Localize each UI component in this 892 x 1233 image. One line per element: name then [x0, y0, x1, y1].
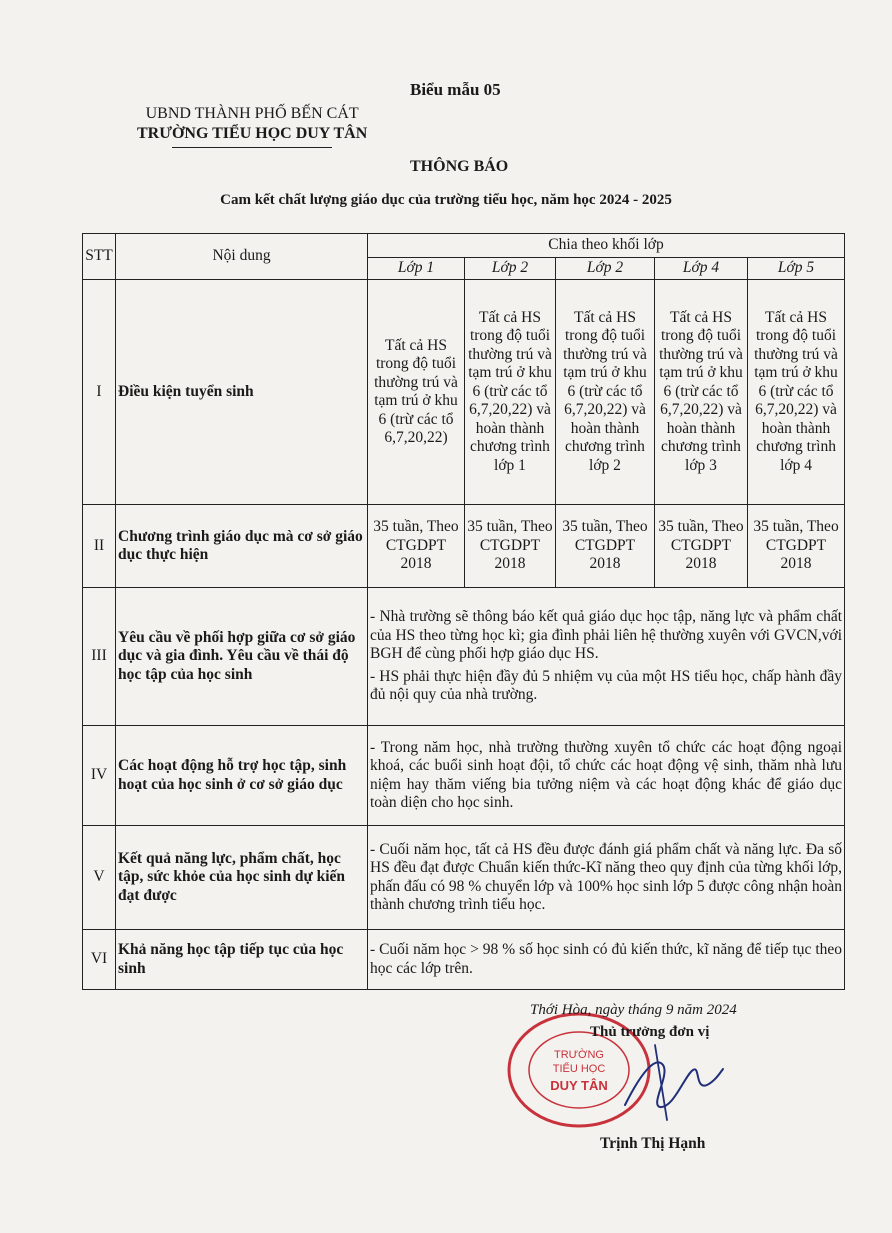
- row-description: [368, 726, 845, 826]
- grade-cell: 35 tuần, Theo CTGDPT 2018: [655, 505, 748, 588]
- date-line: Thới Hòa, ngày tháng 9 năm 2024: [530, 1002, 737, 1018]
- header-grade-5: Lớp 5: [748, 258, 845, 280]
- row-number: III: [83, 588, 116, 726]
- grade-cell: 35 tuần, Theo CTGDPT 2018: [748, 505, 845, 588]
- grade-cell: Tất cả HS trong độ tuổi thường trú và tạm trú ở khu 6 (trừ các tổ 6,7,20,22) và hoàn thành chương trình lớp 3: [655, 280, 748, 505]
- row-number: IV: [83, 726, 116, 826]
- organization-header: [137, 104, 367, 148]
- row-number: I: [83, 280, 116, 505]
- chief-title: Thủ trưởng đơn vị: [590, 1024, 710, 1040]
- row-content: Điều kiện tuyển sinh: [116, 280, 368, 505]
- row-content: Kết quả năng lực, phẩm chất, học tập, sức khỏe của học sinh dự kiến đạt được: [116, 826, 368, 930]
- row-content: Các hoạt động hỗ trợ học tập, sinh hoạt của học sinh ở cơ sở giáo dục: [116, 726, 368, 826]
- header-stt: STT: [83, 234, 116, 280]
- row-number: II: [83, 505, 116, 588]
- header-grade-4: Lớp 4: [655, 258, 748, 280]
- row-description: [368, 930, 845, 990]
- header-grade-group: Chia theo khối lớp: [368, 234, 845, 258]
- grade-cell: 35 tuần, Theo CTGDPT 2018: [368, 505, 465, 588]
- svg-text:TIỂU HỌC: TIỂU HỌC: [552, 1063, 606, 1075]
- table-row: [83, 726, 845, 826]
- header-grade-3: Lớp 2: [556, 258, 655, 280]
- description-paragraph: - Cuối năm học, tất cả HS đều được đánh giá phẩm chất và năng lực. Đa số HS đều đạt được Chuẩn kiến thức-Kĩ năng theo quy định của từng khối lớp, phấn đấu có 98 % chuyển lớp và 100% học sinh lớp 5 được công nhận hoàn thành chương trình tiểu học.: [370, 840, 843, 913]
- notice-title: THÔNG BÁO: [410, 158, 509, 175]
- table-row: [83, 505, 845, 588]
- document-subtitle: Cam kết chất lượng giáo dục của trường tiểu học, năm học 2024 - 2025: [220, 192, 672, 208]
- row-content: Yêu cầu về phối hợp giữa cơ sở giáo dục và gia đình. Yêu cầu về thái độ học tập của học sinh: [116, 588, 368, 726]
- commitment-table: [82, 233, 845, 990]
- grade-cell: Tất cả HS trong độ tuổi thường trú và tạm trú ở khu 6 (trừ các tổ 6,7,20,22) và hoàn thành chương trình lớp 2: [556, 280, 655, 505]
- table-row: [83, 280, 845, 505]
- description-paragraph: - Cuối năm học > 98 % số học sinh có đủ kiến thức, kĩ năng để tiếp tục theo học các lớp trên.: [370, 941, 843, 977]
- row-description: [368, 588, 845, 726]
- description-paragraph: - Nhà trường sẽ thông báo kết quả giáo dục học tập, năng lực và phẩm chất của HS theo từng học kì; gia đình phải liên hệ thường xuyên với GVCN,với BGH để cùng phối hợp giáo dục HS.: [370, 608, 843, 663]
- handwritten-signature: [615, 1035, 725, 1125]
- row-number: V: [83, 826, 116, 930]
- authority-name: UBND THÀNH PHỐ BẾN CÁT: [145, 105, 359, 122]
- grade-cell: 35 tuần, Theo CTGDPT 2018: [556, 505, 655, 588]
- grade-cell: 35 tuần, Theo CTGDPT 2018: [465, 505, 556, 588]
- row-description: [368, 826, 845, 930]
- row-content: Chương trình giáo dục mà cơ sở giáo dục thực hiện: [116, 505, 368, 588]
- table-row: [83, 930, 845, 990]
- form-number: Biểu mẫu 05: [410, 80, 501, 99]
- svg-text:DUY TÂN: DUY TÂN: [550, 1078, 608, 1093]
- description-paragraph: - HS phải thực hiện đầy đủ 5 nhiệm vụ của một HS tiểu học, chấp hành đầy đủ nội quy của nhà trường.: [370, 667, 843, 704]
- description-paragraph: - Trong năm học, nhà trường thường xuyên tổ chức các hoạt động ngoại khoá, các buổi sinh hoạt đội, tổ chức các hoạt động vệ sinh, thăm nhà lưu niệm hay thăm viếng bia tưởng niệm và các hoạt động khác để giáo dục toàn diện cho học sinh.: [370, 738, 843, 811]
- row-content: Khả năng học tập tiếp tục của học sinh: [116, 930, 368, 990]
- svg-text:TRƯỜNG: TRƯỜNG: [554, 1049, 604, 1061]
- header-divider: [172, 147, 332, 148]
- table-row: [83, 826, 845, 930]
- table-row: [83, 588, 845, 726]
- grade-cell: Tất cả HS trong độ tuổi thường trú và tạm trú ở khu 6 (trừ các tổ 6,7,20,22) và hoàn thành chương trình lớp 1: [465, 280, 556, 505]
- row-number: VI: [83, 930, 116, 990]
- header-content: Nội dung: [116, 234, 368, 280]
- grade-cell: Tất cả HS trong độ tuổi thường trú và tạm trú ở khu 6 (trừ các tổ 6,7,20,22): [368, 280, 465, 505]
- school-name: TRƯỜNG TIỂU HỌC DUY TÂN: [137, 125, 368, 142]
- header-grade-1: Lớp 1: [368, 258, 465, 280]
- signer-name: Trịnh Thị Hạnh: [600, 1135, 706, 1152]
- grade-cell: Tất cả HS trong độ tuổi thường trú và tạm trú ở khu 6 (trừ các tổ 6,7,20,22) và hoàn thành chương trình lớp 4: [748, 280, 845, 505]
- header-grade-2: Lớp 2: [465, 258, 556, 280]
